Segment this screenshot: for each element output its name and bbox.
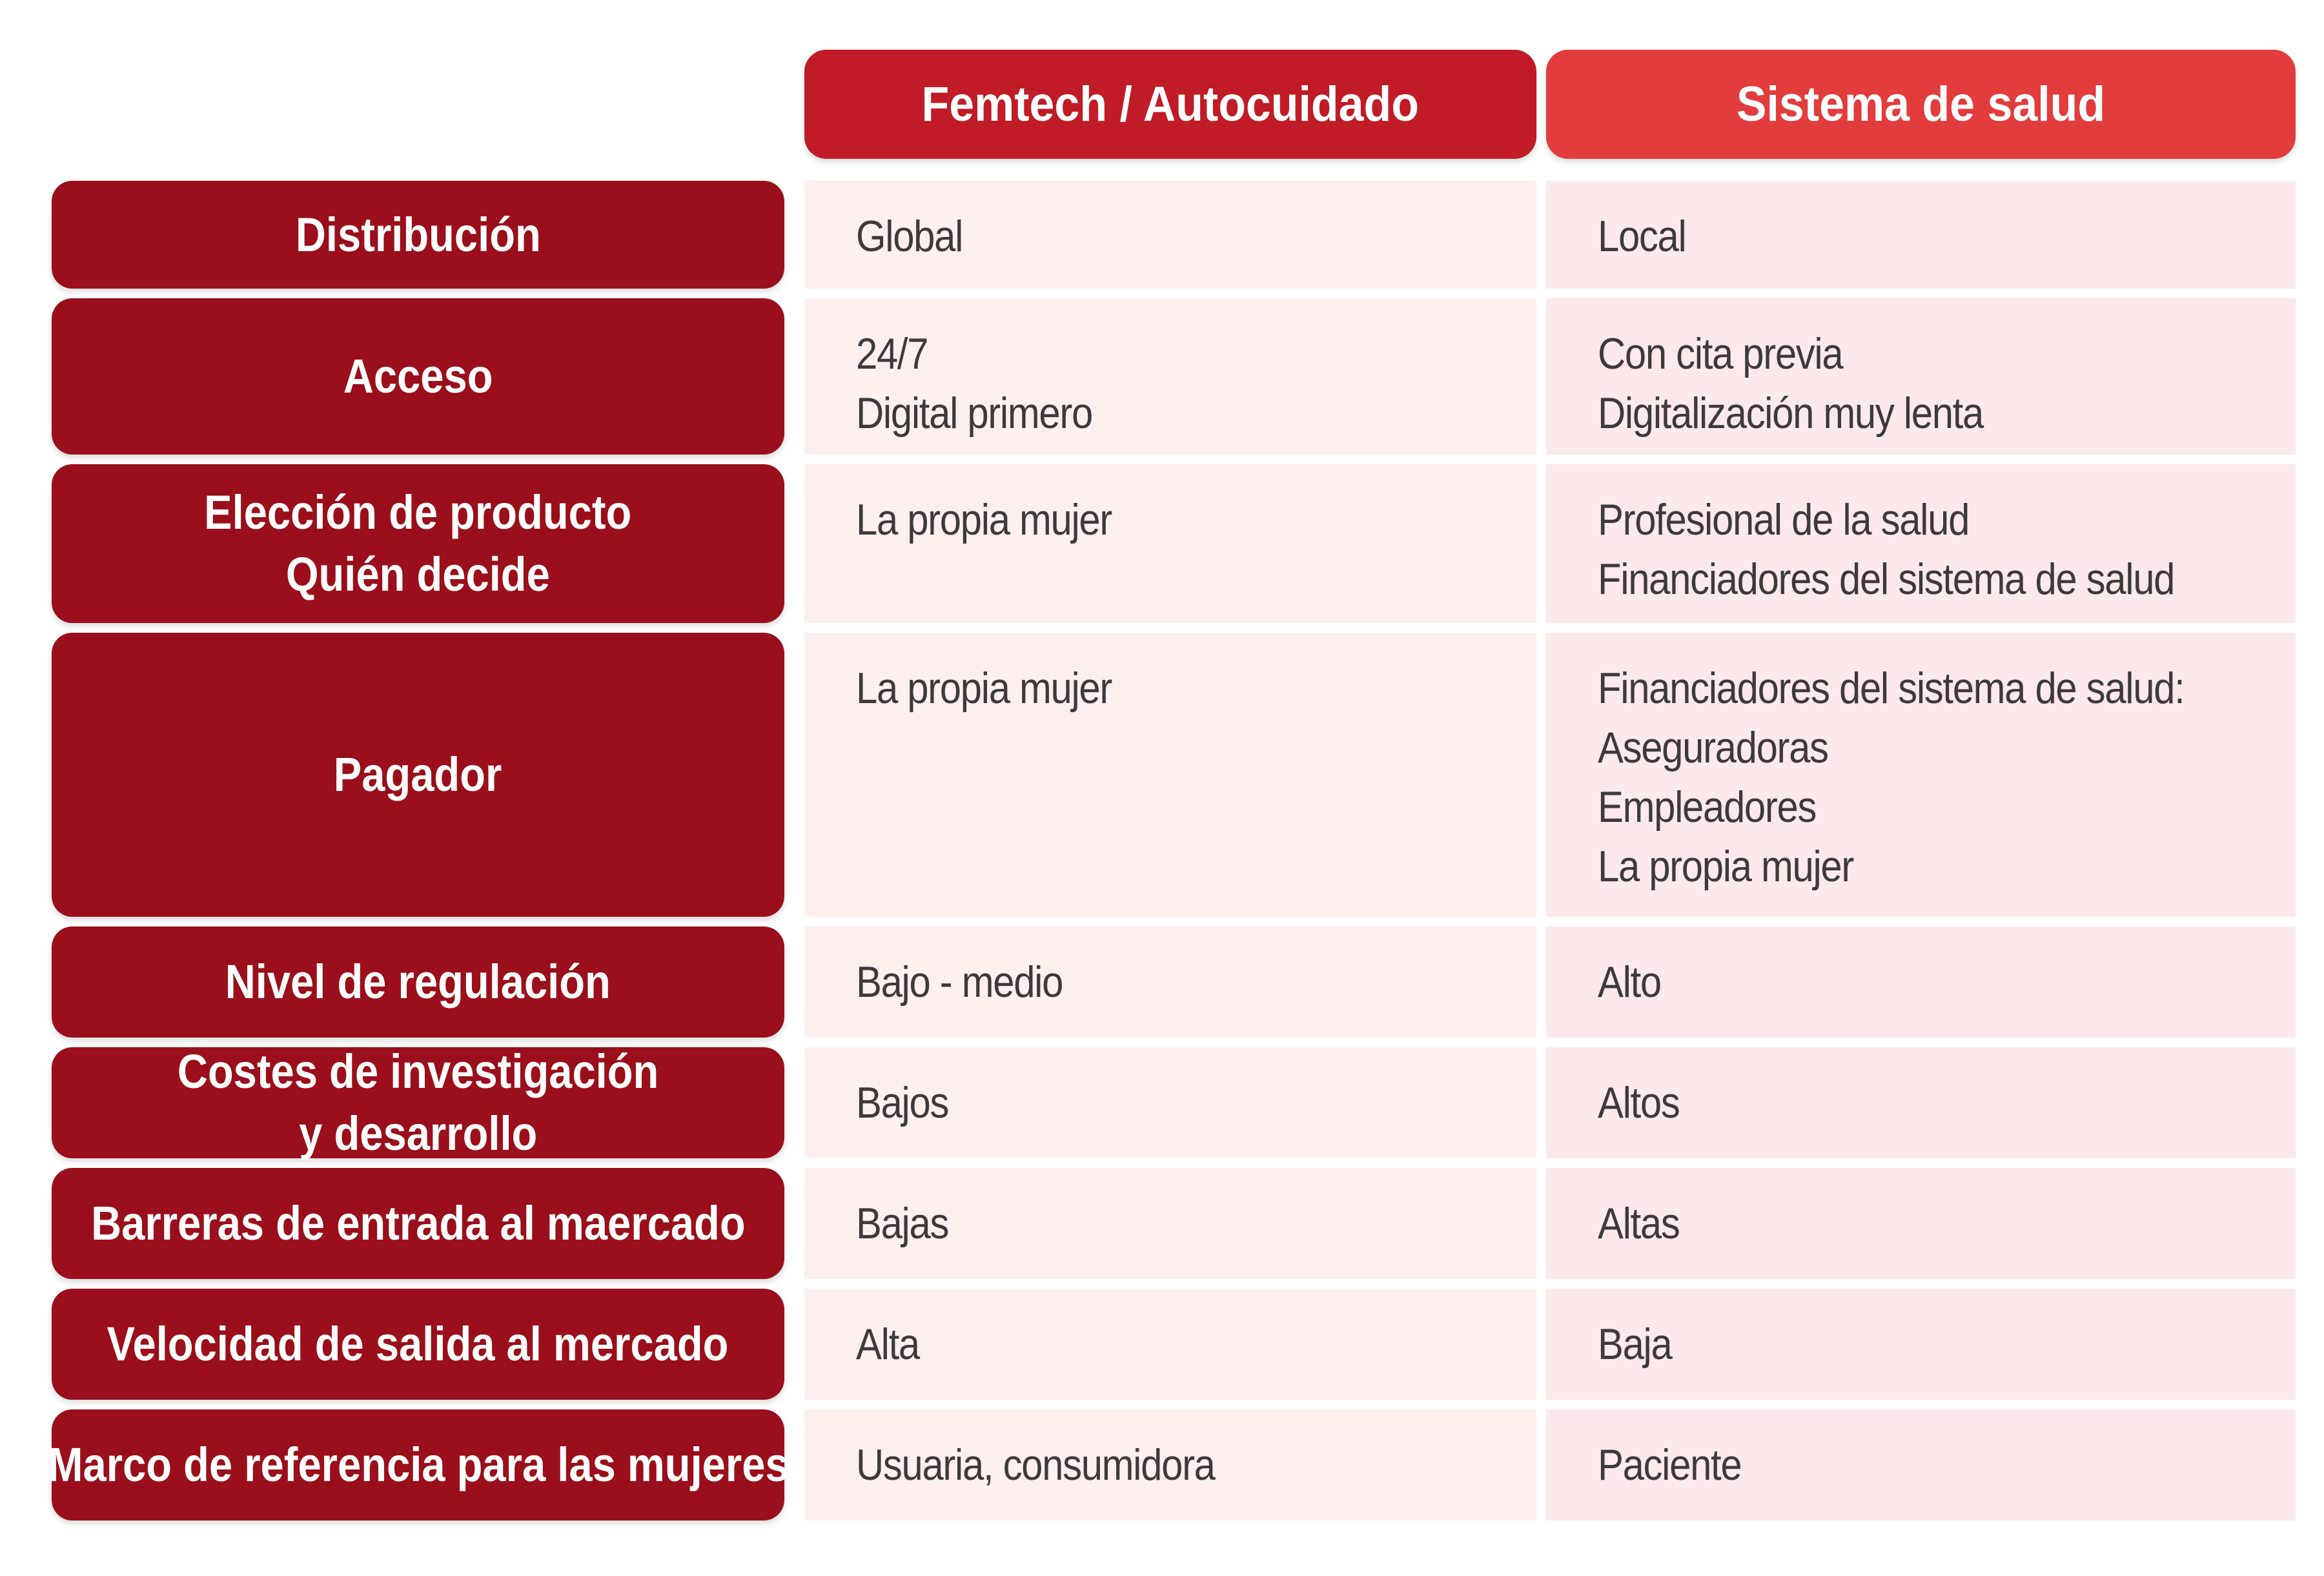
cell-text-line: Digitalización muy lenta bbox=[1598, 389, 1983, 438]
cell-text-line: Financiadores del sistema de salud bbox=[1598, 555, 2175, 604]
row-label bbox=[52, 181, 784, 289]
row-label bbox=[52, 1047, 784, 1158]
cell-femtech bbox=[804, 1047, 1536, 1158]
row-label-text: Distribución bbox=[295, 207, 541, 261]
cell-salud bbox=[1546, 633, 2296, 917]
cell-text-line: Alto bbox=[1598, 957, 1661, 1007]
cell-text-line: Profesional de la salud bbox=[1598, 495, 1970, 544]
cell-text-line: La propia mujer bbox=[1598, 842, 1853, 891]
cell-text-line: Digital primero bbox=[856, 389, 1092, 438]
row-label bbox=[52, 464, 784, 623]
cell-salud bbox=[1546, 1168, 2296, 1279]
cell-text-line: Usuaria, consumidora bbox=[856, 1440, 1215, 1489]
cell-femtech bbox=[804, 1289, 1536, 1400]
cell-text-line: Alta bbox=[856, 1320, 919, 1369]
table-row-velocidad-salida bbox=[52, 1289, 2296, 1400]
row-label-text: Pagador bbox=[334, 748, 502, 801]
row-label bbox=[47, 1409, 789, 1520]
cell-femtech bbox=[804, 633, 1536, 917]
cell-femtech bbox=[804, 298, 1536, 455]
cell-femtech bbox=[804, 926, 1536, 1038]
table-row-acceso bbox=[52, 298, 2296, 455]
cell-text-line: Altos bbox=[1598, 1078, 1680, 1127]
cell-text-line: Global bbox=[856, 212, 963, 261]
cell-text-line: Local bbox=[1598, 212, 1686, 261]
cell-text-line: Bajos bbox=[856, 1078, 949, 1127]
cell-salud bbox=[1546, 1047, 2296, 1158]
cell-salud bbox=[1546, 926, 2296, 1038]
column-header-salud bbox=[1546, 50, 2296, 159]
cell-salud bbox=[1546, 1289, 2296, 1400]
cell-text-line: Financiadores del sistema de salud: bbox=[1598, 664, 2185, 713]
row-label bbox=[52, 633, 784, 917]
row-label-text: Velocidad de salida al mercado bbox=[107, 1317, 729, 1371]
row-label-text: Marco de referencia para las mujeres bbox=[47, 1438, 789, 1491]
row-label-text: y desarrollo bbox=[298, 1107, 538, 1160]
row-label-text: Costes de investigación bbox=[177, 1045, 659, 1098]
table-row-marco-referencia bbox=[47, 1409, 2296, 1520]
cell-text-line: 24/7 bbox=[856, 329, 928, 378]
row-label bbox=[52, 298, 784, 455]
cell-text-line: Baja bbox=[1598, 1320, 1672, 1369]
cell-salud bbox=[1546, 1409, 2296, 1520]
table-row-nivel-de-regulacion bbox=[52, 926, 2296, 1038]
table-row-costes-investigacion bbox=[52, 1047, 2296, 1158]
row-label-text: Elección de producto bbox=[204, 486, 632, 539]
cell-femtech bbox=[804, 1168, 1536, 1279]
row-label-text: Acceso bbox=[343, 349, 493, 403]
cell-text-line: La propia mujer bbox=[856, 495, 1112, 544]
column-header-femtech-label: Femtech / Autocuidado bbox=[921, 77, 1420, 132]
cell-salud bbox=[1546, 464, 2296, 623]
cell-text-line: Con cita previa bbox=[1598, 329, 1843, 378]
header-spacer bbox=[52, 50, 804, 159]
table-row-distribucion bbox=[52, 181, 2296, 289]
row-label bbox=[52, 926, 784, 1038]
cell-text-line: Paciente bbox=[1598, 1440, 1742, 1489]
cell-text-line: Aseguradoras bbox=[1598, 723, 1828, 772]
cell-text-line: Bajo - medio bbox=[856, 957, 1063, 1007]
header-row bbox=[52, 50, 2296, 159]
cell-femtech bbox=[804, 464, 1536, 623]
table-row-eleccion-de-producto bbox=[52, 464, 2296, 623]
row-label bbox=[52, 1289, 784, 1400]
table-row-barreras-entrada bbox=[52, 1168, 2296, 1279]
cell-salud bbox=[1546, 181, 2296, 289]
cell-text-line: Empleadores bbox=[1598, 783, 1817, 832]
cell-femtech bbox=[804, 181, 1536, 289]
comparison-table bbox=[47, 50, 2296, 1530]
column-header-femtech bbox=[804, 50, 1536, 159]
row-label-text: Barreras de entrada al maercado bbox=[90, 1196, 746, 1250]
row-label-text: Nivel de regulación bbox=[225, 955, 611, 1008]
cell-text-line: La propia mujer bbox=[856, 664, 1112, 713]
cell-text-line: Bajas bbox=[856, 1199, 949, 1248]
column-header-salud-label: Sistema de salud bbox=[1736, 77, 2106, 132]
row-label-text: Quién decide bbox=[286, 548, 550, 601]
cell-femtech bbox=[804, 1409, 1536, 1520]
table-row-pagador bbox=[52, 633, 2296, 917]
row-label bbox=[52, 1168, 784, 1279]
cell-text-line: Altas bbox=[1598, 1199, 1680, 1248]
cell-salud bbox=[1546, 298, 2296, 455]
